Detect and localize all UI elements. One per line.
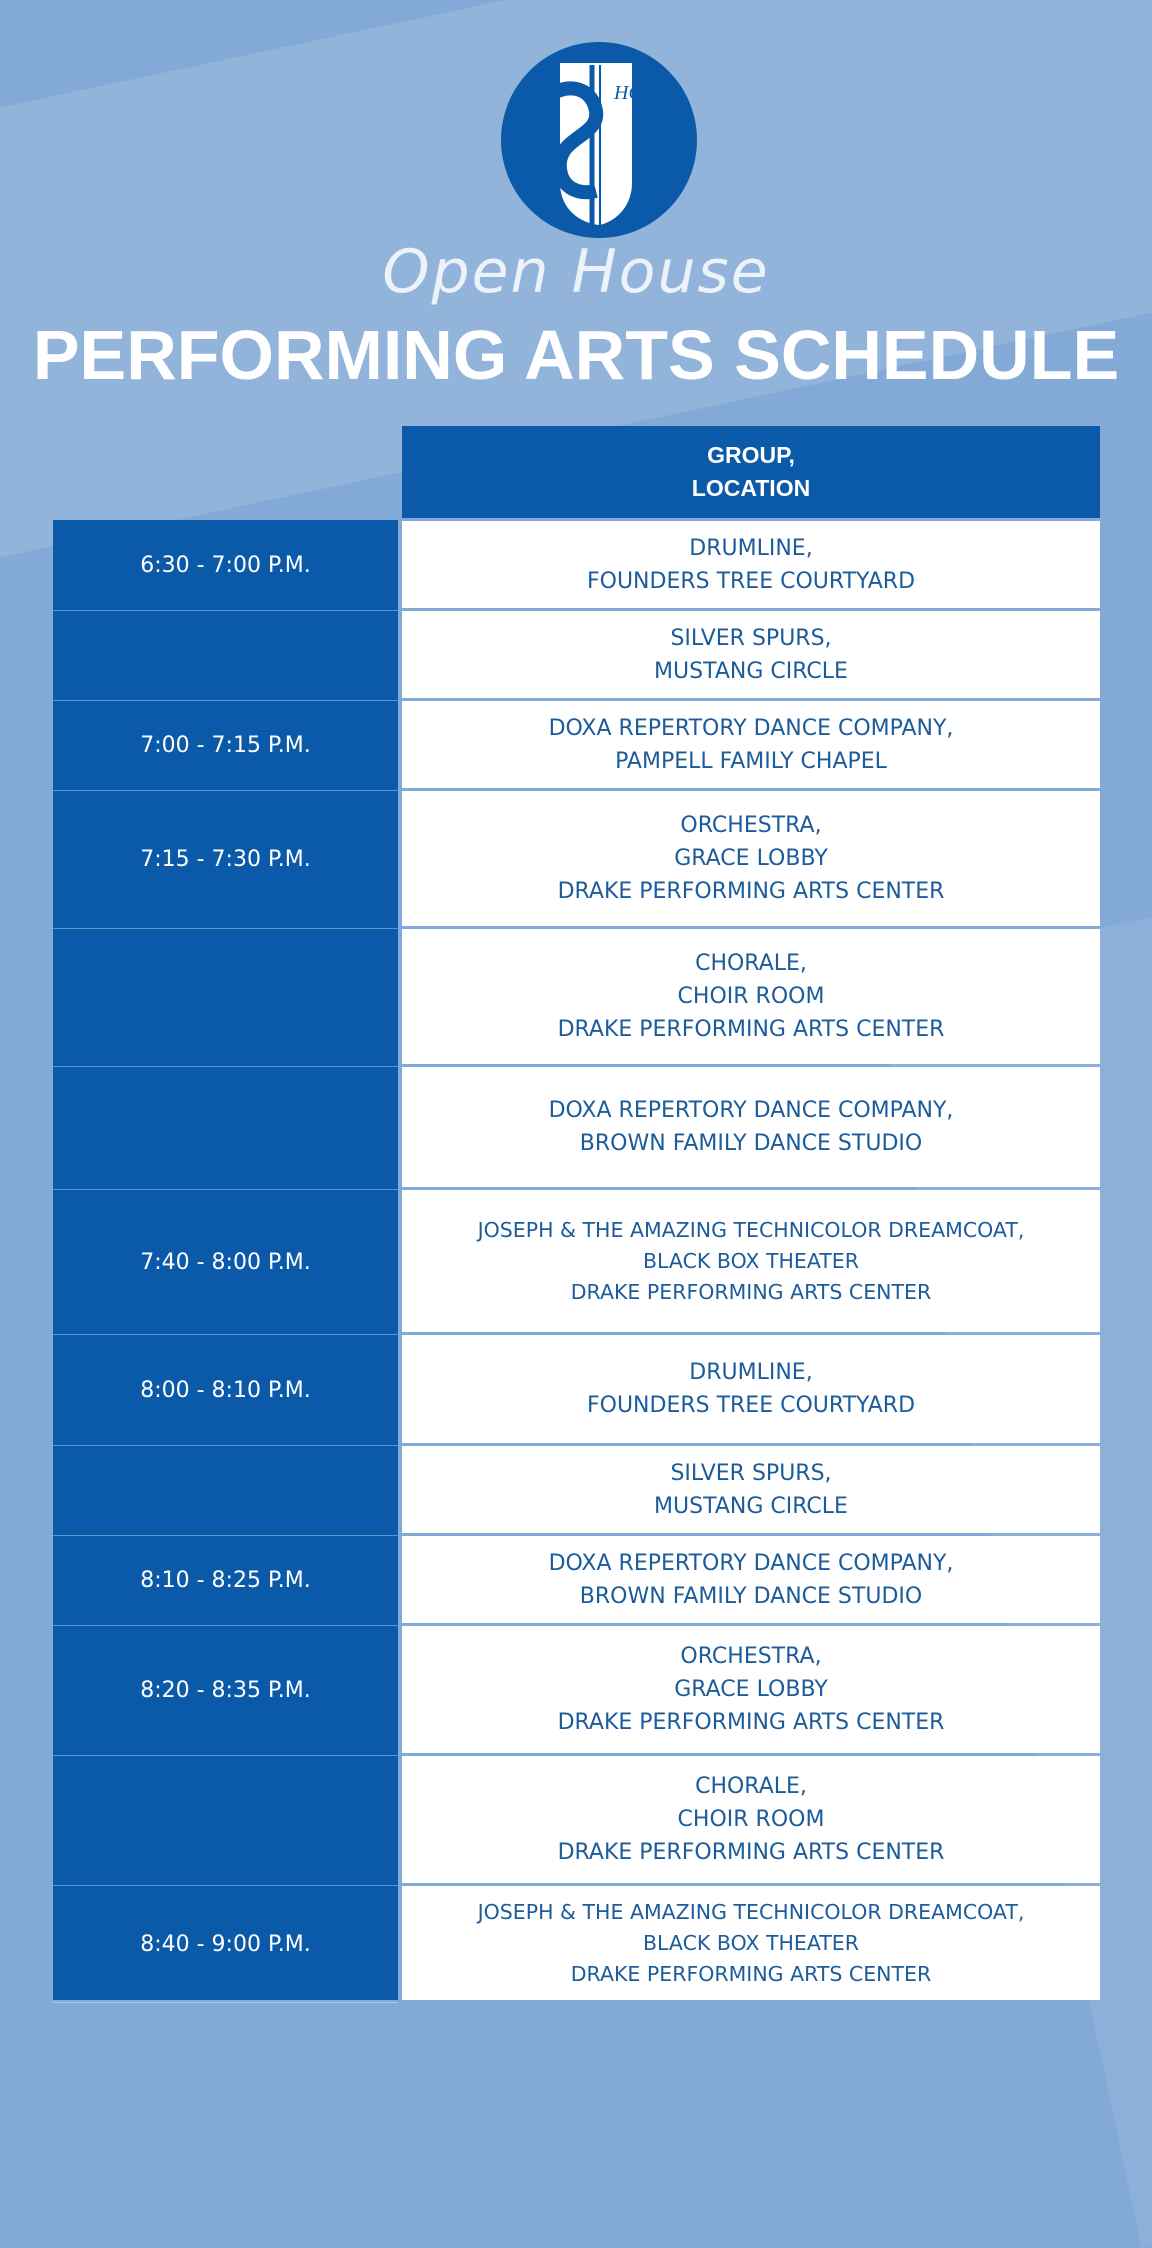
table-row-time: [53, 1756, 398, 1886]
table-row-time: 7:15 - 7:30 P.M.: [53, 791, 398, 929]
table-row-group-location: SILVER SPURS, MUSTANG CIRCLE: [402, 611, 1100, 698]
table-row-group-location: CHORALE, CHOIR ROOM DRAKE PERFORMING ARTS CENTER: [402, 1756, 1100, 1883]
subtitle: Open House: [382, 237, 770, 307]
table-row-group-location: DOXA REPERTORY DANCE COMPANY, PAMPELL FAMILY CHAPEL: [402, 701, 1100, 788]
table-row-time: 6:30 - 7:00 P.M.: [53, 521, 398, 611]
table-row-time: [53, 611, 398, 701]
table-row-time: [53, 1067, 398, 1190]
table-row-group-location: DRUMLINE, FOUNDERS TREE COURTYARD: [402, 1335, 1100, 1443]
table-row-group-location: DRUMLINE, FOUNDERS TREE COURTYARD: [402, 521, 1100, 608]
table-row-time: 8:40 - 9:00 P.M.: [53, 1886, 398, 2003]
table-row-time: [53, 929, 398, 1067]
table-row-group-location: DOXA REPERTORY DANCE COMPANY, BROWN FAMILY DANCE STUDIO: [402, 1536, 1100, 1623]
table-row-group-location: ORCHESTRA, GRACE LOBBY DRAKE PERFORMING ARTS CENTER: [402, 1626, 1100, 1753]
table-row-group-location: CHORALE, CHOIR ROOM DRAKE PERFORMING ARTS CENTER: [402, 929, 1100, 1064]
table-row-time: [53, 1446, 398, 1536]
table-row-time: 8:20 - 8:35 P.M.: [53, 1626, 398, 1756]
table-row-group-location: JOSEPH & THE AMAZING TECHNICOLOR DREAMCOAT, BLACK BOX THEATER DRAKE PERFORMING ARTS CENTER: [402, 1886, 1100, 2000]
table-row-group-location: SILVER SPURS, MUSTANG CIRCLE: [402, 1446, 1100, 1533]
table-row-time: 8:10 - 8:25 P.M.: [53, 1536, 398, 1626]
page-title: PERFORMING ARTS SCHEDULE: [32, 316, 1120, 394]
table-row-time: 7:40 - 8:00 P.M.: [53, 1190, 398, 1335]
table-row-group-location: DOXA REPERTORY DANCE COMPANY, BROWN FAMILY DANCE STUDIO: [402, 1067, 1100, 1187]
table-header-group-location: GROUP, LOCATION: [402, 426, 1100, 518]
table-row-group-location: JOSEPH & THE AMAZING TECHNICOLOR DREAMCOAT, BLACK BOX THEATER DRAKE PERFORMING ARTS CENTER: [402, 1190, 1100, 1332]
logo-text: HC: [614, 82, 642, 104]
table-row-time: 7:00 - 7:15 P.M.: [53, 701, 398, 791]
hc-seal-logo-icon: [500, 41, 698, 239]
table-row-group-location: ORCHESTRA, GRACE LOBBY DRAKE PERFORMING ARTS CENTER: [402, 791, 1100, 926]
table-row-time: 8:00 - 8:10 P.M.: [53, 1335, 398, 1446]
